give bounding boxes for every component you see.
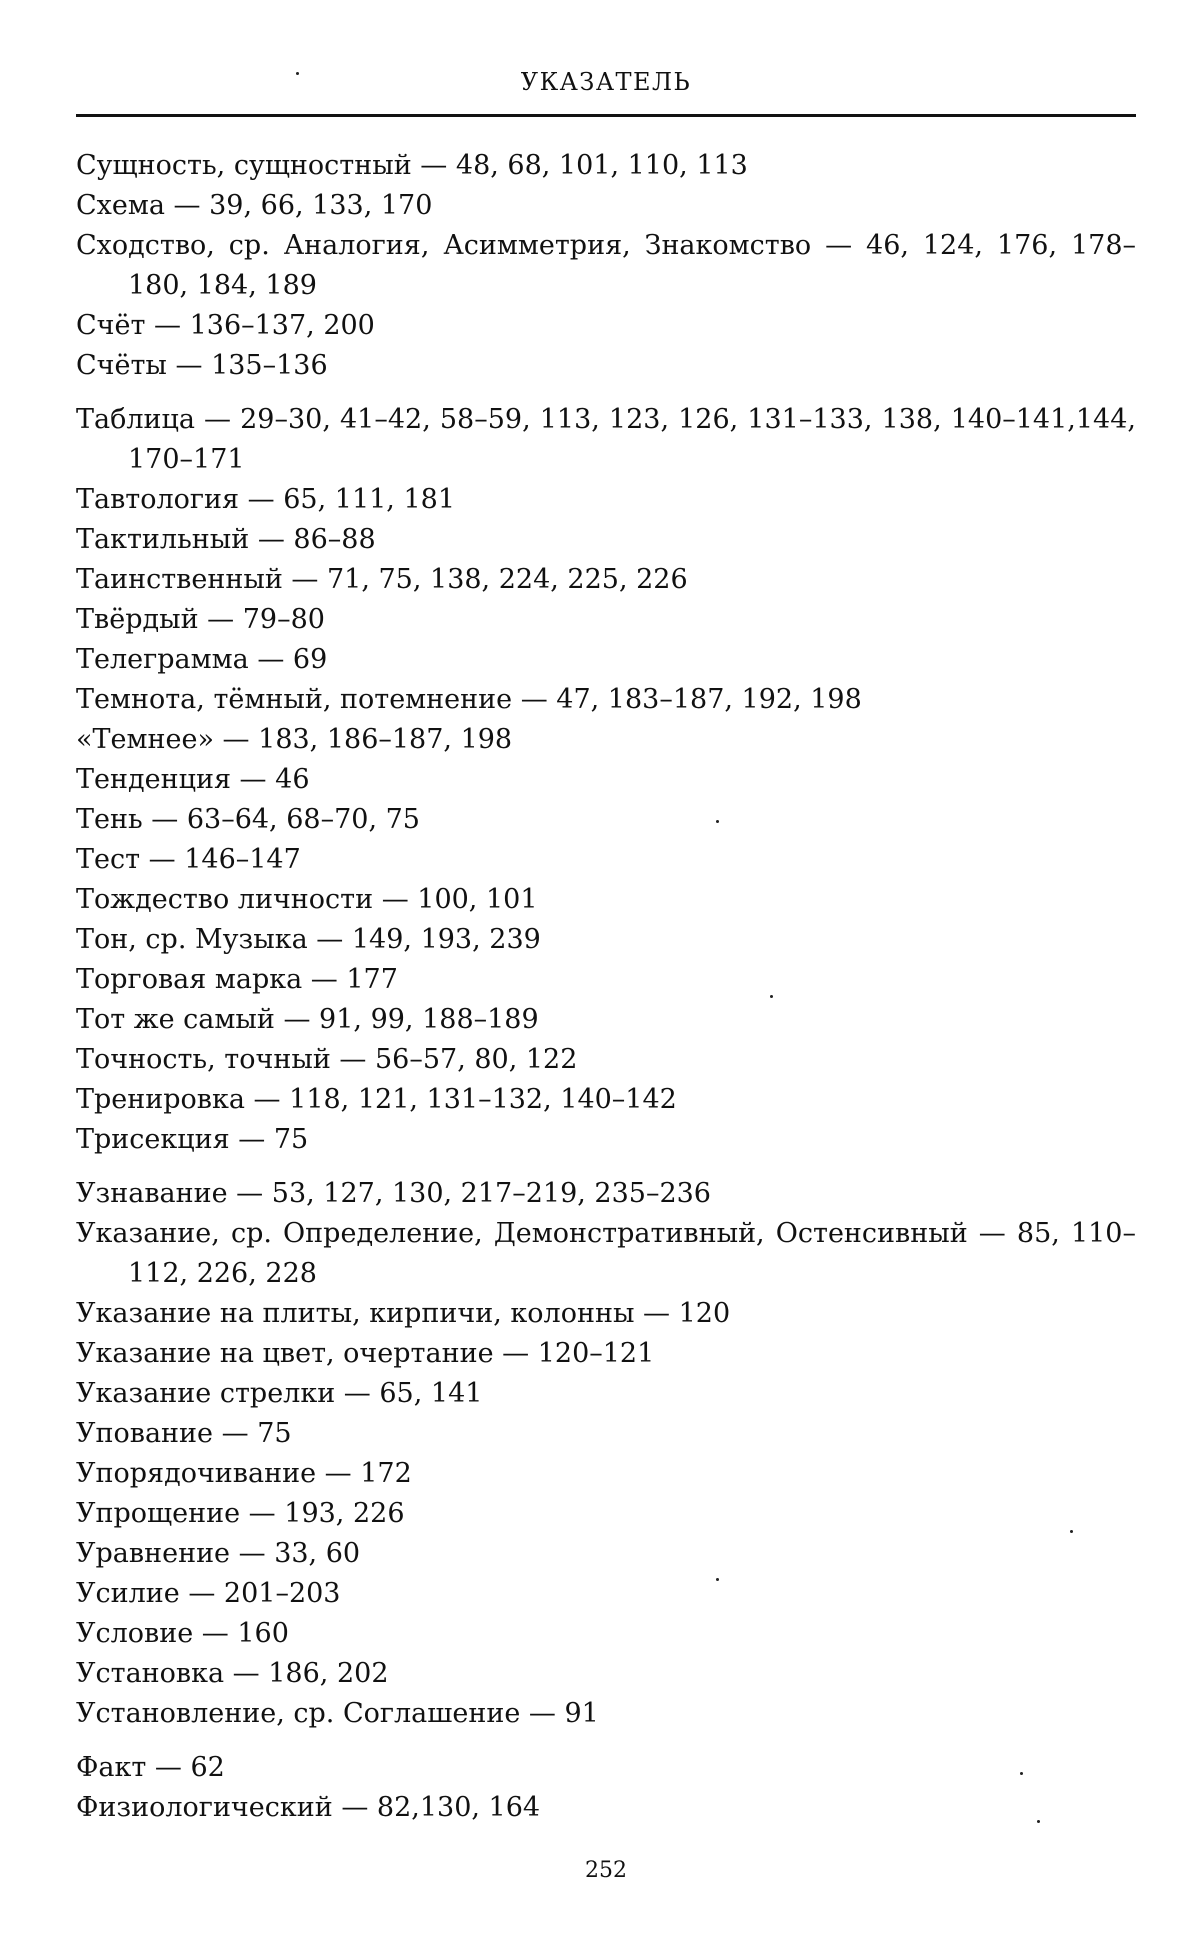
index-entry: Установка — 186, 202 <box>76 1658 389 1689</box>
index-entry: Установление, ср. Соглашение — 91 <box>76 1698 599 1729</box>
index-entry: Таблица — 29–30, 41–42, 58–59, 113, 123, 126, 131–133, 138, 140–141,144, 170–171 <box>76 404 1136 475</box>
scan-speck <box>716 820 719 823</box>
index-entry: Торговая марка — 177 <box>76 964 398 995</box>
index-entry: Упорядочивание — 172 <box>76 1458 412 1489</box>
scan-speck <box>1070 1530 1073 1533</box>
index-entry: Указание стрелки — 65, 141 <box>76 1378 483 1409</box>
header-rule <box>76 114 1136 117</box>
index-entry: Физиологический — 82,130, 164 <box>76 1792 541 1823</box>
index-entry: Телеграмма — 69 <box>76 644 328 675</box>
index-entry: Твёрдый — 79–80 <box>76 604 325 635</box>
index-letter-group <box>76 1174 1136 1734</box>
index-entry: Тон, ср. Музыка — 149, 193, 239 <box>76 924 541 955</box>
index-entry: Узнавание — 53, 127, 130, 217–219, 235–236 <box>76 1178 711 1209</box>
scan-speck <box>770 995 773 998</box>
index-entry: Тень — 63–64, 68–70, 75 <box>76 804 420 835</box>
index-entry: Указание, ср. Определение, Демонстративный, Остенсивный — 85, 110–112, 226, 228 <box>76 1218 1136 1289</box>
index-entry: Тождество личности — 100, 101 <box>76 884 538 915</box>
index-entry: Уравнение — 33, 60 <box>76 1538 361 1569</box>
index-entry: Тренировка — 118, 121, 131–132, 140–142 <box>76 1084 677 1115</box>
index-entry: Тест — 146–147 <box>76 844 301 875</box>
index-entry: Тавтология — 65, 111, 181 <box>76 484 456 515</box>
running-head: УКАЗАТЕЛЬ <box>520 68 692 96</box>
index-entry: Сущность, сущностный — 48, 68, 101, 110, 113 <box>76 150 748 181</box>
index-body <box>76 146 1136 1842</box>
index-entry: Усилие — 201–203 <box>76 1578 341 1609</box>
index-entry: Таинственный — 71, 75, 138, 224, 225, 226 <box>76 564 688 595</box>
index-entry: Схема — 39, 66, 133, 170 <box>76 190 433 221</box>
index-entry: «Темнее» — 183, 186–187, 198 <box>76 724 513 755</box>
scan-speck <box>296 72 299 75</box>
index-letter-group <box>76 400 1136 1160</box>
index-entry: Трисекция — 75 <box>76 1124 309 1155</box>
index-entry: Указание на плиты, кирпичи, колонны — 120 <box>76 1298 731 1329</box>
index-entry: Условие — 160 <box>76 1618 289 1649</box>
index-entry: Упование — 75 <box>76 1418 292 1449</box>
index-entry: Счёт — 136–137, 200 <box>76 310 375 341</box>
index-entry: Темнота, тёмный, потемнение — 47, 183–187, 192, 198 <box>76 684 862 715</box>
page-number: 252 <box>585 1858 627 1883</box>
index-entry: Указание на цвет, очертание — 120–121 <box>76 1338 655 1369</box>
index-page <box>76 0 1136 1943</box>
index-letter-group <box>76 1748 1136 1828</box>
index-entry: Счёты — 135–136 <box>76 350 328 381</box>
scan-speck <box>716 1578 719 1581</box>
index-entry: Точность, точный — 56–57, 80, 122 <box>76 1044 578 1075</box>
index-entry: Тот же самый — 91, 99, 188–189 <box>76 1004 539 1035</box>
index-entry: Сходство, ср. Аналогия, Асимметрия, Знакомство — 46, 124, 176, 178–180, 184, 189 <box>76 230 1136 301</box>
scan-speck <box>1020 1772 1023 1775</box>
scan-speck <box>1037 1820 1040 1823</box>
index-entry: Факт — 62 <box>76 1752 225 1783</box>
index-letter-group <box>76 146 1136 386</box>
index-entry: Тактильный — 86–88 <box>76 524 376 555</box>
index-entry: Упрощение — 193, 226 <box>76 1498 405 1529</box>
index-entry: Тенденция — 46 <box>76 764 310 795</box>
